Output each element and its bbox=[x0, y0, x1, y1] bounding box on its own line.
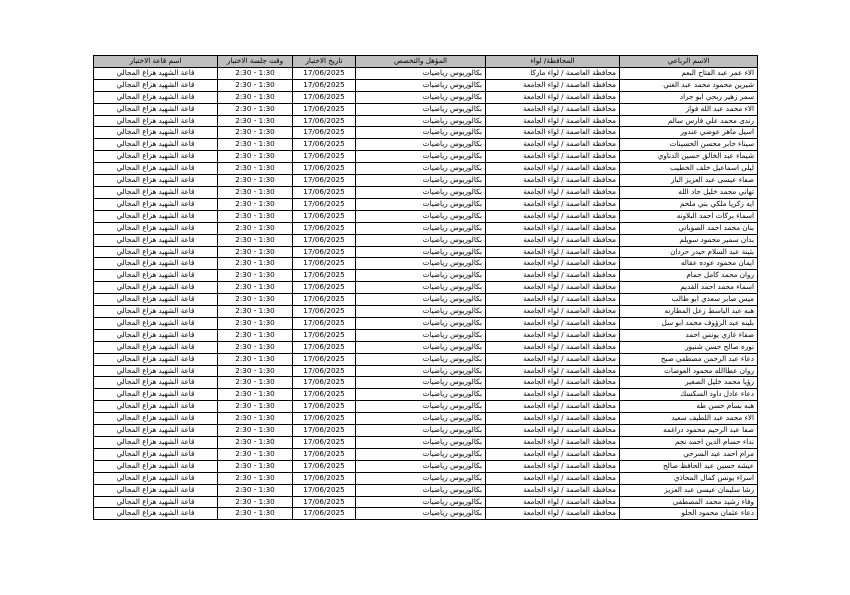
cell-hall: قاعة الشهيد هزاع المجالي bbox=[94, 270, 218, 282]
exam-schedule-sheet bbox=[93, 55, 757, 520]
table-row bbox=[94, 67, 758, 79]
cell-date: 17/06/2025 bbox=[293, 127, 356, 139]
cell-gov: محافظة العاصمة / لواء الجامعة bbox=[486, 460, 620, 472]
cell-name: بلينه عبد الرؤوف محمد ابو سل bbox=[620, 317, 758, 329]
table-row bbox=[94, 401, 758, 413]
header-qualification: المؤهل والتخصص bbox=[356, 56, 486, 68]
cell-name: سيناء جابر محسن الحسينات bbox=[620, 139, 758, 151]
cell-gov: محافظة العاصمة / لواء الجامعة bbox=[486, 401, 620, 413]
cell-name: صفا عبد الرحيم محمود دراغمه bbox=[620, 425, 758, 437]
cell-hall: قاعة الشهيد هزاع المجالي bbox=[94, 79, 218, 91]
cell-name: نوره صالح حسن شنبور bbox=[620, 341, 758, 353]
table-row bbox=[94, 377, 758, 389]
cell-qual: بكالوريوس رياضيات bbox=[356, 270, 486, 282]
table-row bbox=[94, 246, 758, 258]
cell-name: الاء محمد عبد الله فواز bbox=[620, 103, 758, 115]
cell-qual: بكالوريوس رياضيات bbox=[356, 401, 486, 413]
cell-date: 17/06/2025 bbox=[293, 317, 356, 329]
cell-time: 1:30 - 2:30 bbox=[218, 496, 293, 508]
cell-gov: محافظة العاصمة / لواء الجامعة bbox=[486, 365, 620, 377]
cell-date: 17/06/2025 bbox=[293, 341, 356, 353]
cell-hall: قاعة الشهيد هزاع المجالي bbox=[94, 508, 218, 520]
cell-name: روان محمد كامل حمام bbox=[620, 270, 758, 282]
cell-gov: محافظة العاصمة / لواء الجامعة bbox=[486, 222, 620, 234]
cell-qual: بكالوريوس رياضيات bbox=[356, 425, 486, 437]
cell-name: ايمان محمود عوده عقاله bbox=[620, 258, 758, 270]
cell-qual: بكالوريوس رياضيات bbox=[356, 353, 486, 365]
table-row bbox=[94, 115, 758, 127]
cell-date: 17/06/2025 bbox=[293, 401, 356, 413]
cell-name: تهاني محمد خليل جاد الله bbox=[620, 186, 758, 198]
cell-gov: محافظة العاصمة / لواء الجامعة bbox=[486, 448, 620, 460]
cell-qual: بكالوريوس رياضيات bbox=[356, 484, 486, 496]
cell-hall: قاعة الشهيد هزاع المجالي bbox=[94, 377, 218, 389]
cell-time: 1:30 - 2:30 bbox=[218, 341, 293, 353]
cell-time: 1:30 - 2:30 bbox=[218, 294, 293, 306]
cell-gov: محافظة العاصمة / لواء الجامعة bbox=[486, 425, 620, 437]
cell-time: 1:30 - 2:30 bbox=[218, 377, 293, 389]
cell-date: 17/06/2025 bbox=[293, 496, 356, 508]
header-hall: اسم قاعة الاختبار bbox=[94, 56, 218, 68]
cell-time: 1:30 - 2:30 bbox=[218, 258, 293, 270]
cell-qual: بكالوريوس رياضيات bbox=[356, 127, 486, 139]
cell-hall: قاعة الشهيد هزاع المجالي bbox=[94, 246, 218, 258]
table-row bbox=[94, 79, 758, 91]
table-row bbox=[94, 306, 758, 318]
cell-time: 1:30 - 2:30 bbox=[218, 425, 293, 437]
table-row bbox=[94, 317, 758, 329]
cell-time: 1:30 - 2:30 bbox=[218, 115, 293, 127]
cell-gov: محافظة العاصمة / لواء الجامعة bbox=[486, 496, 620, 508]
cell-qual: بكالوريوس رياضيات bbox=[356, 341, 486, 353]
cell-name: شيرين محمود محمد عبد الغني bbox=[620, 79, 758, 91]
cell-hall: قاعة الشهيد هزاع المجالي bbox=[94, 186, 218, 198]
cell-hall: قاعة الشهيد هزاع المجالي bbox=[94, 234, 218, 246]
cell-date: 17/06/2025 bbox=[293, 270, 356, 282]
cell-date: 17/06/2025 bbox=[293, 246, 356, 258]
table-row bbox=[94, 389, 758, 401]
cell-qual: بكالوريوس رياضيات bbox=[356, 258, 486, 270]
cell-hall: قاعة الشهيد هزاع المجالي bbox=[94, 222, 218, 234]
cell-time: 1:30 - 2:30 bbox=[218, 353, 293, 365]
cell-time: 1:30 - 2:30 bbox=[218, 270, 293, 282]
cell-time: 1:30 - 2:30 bbox=[218, 484, 293, 496]
cell-qual: بكالوريوس رياضيات bbox=[356, 234, 486, 246]
cell-gov: محافظة العاصمة / لواء الجامعة bbox=[486, 341, 620, 353]
cell-hall: قاعة الشهيد هزاع المجالي bbox=[94, 389, 218, 401]
cell-qual: بكالوريوس رياضيات bbox=[356, 472, 486, 484]
table-row bbox=[94, 198, 758, 210]
cell-name: اسماء محمد احمد القديم bbox=[620, 282, 758, 294]
cell-time: 1:30 - 2:30 bbox=[218, 365, 293, 377]
cell-gov: محافظة العاصمة / لواء الجامعة bbox=[486, 508, 620, 520]
table-row bbox=[94, 186, 758, 198]
table-row bbox=[94, 425, 758, 437]
cell-date: 17/06/2025 bbox=[293, 163, 356, 175]
cell-hall: قاعة الشهيد هزاع المجالي bbox=[94, 306, 218, 318]
cell-qual: بكالوريوس رياضيات bbox=[356, 151, 486, 163]
cell-hall: قاعة الشهيد هزاع المجالي bbox=[94, 496, 218, 508]
cell-qual: بكالوريوس رياضيات bbox=[356, 317, 486, 329]
cell-time: 1:30 - 2:30 bbox=[218, 139, 293, 151]
cell-time: 1:30 - 2:30 bbox=[218, 448, 293, 460]
cell-hall: قاعة الشهيد هزاع المجالي bbox=[94, 294, 218, 306]
cell-gov: محافظة العاصمة / لواء الجامعة bbox=[486, 484, 620, 496]
cell-hall: قاعة الشهيد هزاع المجالي bbox=[94, 437, 218, 449]
cell-qual: بكالوريوس رياضيات bbox=[356, 67, 486, 79]
table-row bbox=[94, 413, 758, 425]
cell-qual: بكالوريوس رياضيات bbox=[356, 508, 486, 520]
cell-name: سمر زهير ربحي ابو جراد bbox=[620, 91, 758, 103]
cell-gov: محافظة العاصمة / لواء الجامعة bbox=[486, 437, 620, 449]
cell-hall: قاعة الشهيد هزاع المجالي bbox=[94, 317, 218, 329]
cell-name: روان عطاالله محمود العوضات bbox=[620, 365, 758, 377]
cell-gov: محافظة العاصمة / لواء الجامعة bbox=[486, 294, 620, 306]
cell-time: 1:30 - 2:30 bbox=[218, 413, 293, 425]
cell-gov: محافظة العاصمة / لواء الجامعة bbox=[486, 353, 620, 365]
cell-gov: محافظة العاصمة / لواء الجامعة bbox=[486, 472, 620, 484]
cell-hall: قاعة الشهيد هزاع المجالي bbox=[94, 460, 218, 472]
cell-qual: بكالوريوس رياضيات bbox=[356, 437, 486, 449]
cell-time: 1:30 - 2:30 bbox=[218, 437, 293, 449]
cell-name: عيشه حسين عبد الحافظ صالح bbox=[620, 460, 758, 472]
table-row bbox=[94, 210, 758, 222]
cell-hall: قاعة الشهيد هزاع المجالي bbox=[94, 341, 218, 353]
cell-date: 17/06/2025 bbox=[293, 437, 356, 449]
cell-gov: محافظة العاصمة / لواء الجامعة bbox=[486, 175, 620, 187]
table-row bbox=[94, 234, 758, 246]
cell-name: الاء محمد عبد اللطيف سعيد bbox=[620, 413, 758, 425]
cell-qual: بكالوريوس رياضيات bbox=[356, 198, 486, 210]
cell-name: اسراء يونس كمال المحاذي bbox=[620, 472, 758, 484]
table-row bbox=[94, 127, 758, 139]
cell-qual: بكالوريوس رياضيات bbox=[356, 365, 486, 377]
cell-name: دعاء عادل داود السكسك bbox=[620, 389, 758, 401]
cell-qual: بكالوريوس رياضيات bbox=[356, 246, 486, 258]
header-name: الاسم الرباعي bbox=[620, 56, 758, 68]
cell-date: 17/06/2025 bbox=[293, 91, 356, 103]
cell-hall: قاعة الشهيد هزاع المجالي bbox=[94, 329, 218, 341]
cell-gov: محافظة العاصمة / لواء الجامعة bbox=[486, 186, 620, 198]
cell-hall: قاعة الشهيد هزاع المجالي bbox=[94, 139, 218, 151]
cell-name: بدان سمير محمود سويلم bbox=[620, 234, 758, 246]
cell-qual: بكالوريوس رياضيات bbox=[356, 186, 486, 198]
cell-hall: قاعة الشهيد هزاع المجالي bbox=[94, 175, 218, 187]
cell-qual: بكالوريوس رياضيات bbox=[356, 389, 486, 401]
cell-gov: محافظة العاصمة / لواء الجامعة bbox=[486, 413, 620, 425]
table-row bbox=[94, 270, 758, 282]
table-row bbox=[94, 175, 758, 187]
cell-qual: بكالوريوس رياضيات bbox=[356, 210, 486, 222]
cell-time: 1:30 - 2:30 bbox=[218, 151, 293, 163]
cell-hall: قاعة الشهيد هزاع المجالي bbox=[94, 425, 218, 437]
cell-qual: بكالوريوس رياضيات bbox=[356, 115, 486, 127]
cell-hall: قاعة الشهيد هزاع المجالي bbox=[94, 353, 218, 365]
cell-date: 17/06/2025 bbox=[293, 234, 356, 246]
table-row bbox=[94, 103, 758, 115]
cell-date: 17/06/2025 bbox=[293, 115, 356, 127]
cell-time: 1:30 - 2:30 bbox=[218, 198, 293, 210]
table-row bbox=[94, 448, 758, 460]
cell-hall: قاعة الشهيد هزاع المجالي bbox=[94, 163, 218, 175]
cell-date: 17/06/2025 bbox=[293, 448, 356, 460]
cell-qual: بكالوريوس رياضيات bbox=[356, 91, 486, 103]
cell-hall: قاعة الشهيد هزاع المجالي bbox=[94, 365, 218, 377]
table-body bbox=[94, 67, 758, 519]
table-row bbox=[94, 508, 758, 520]
cell-gov: محافظة العاصمة / لواء الجامعة bbox=[486, 210, 620, 222]
cell-hall: قاعة الشهيد هزاع المجالي bbox=[94, 258, 218, 270]
cell-qual: بكالوريوس رياضيات bbox=[356, 329, 486, 341]
cell-date: 17/06/2025 bbox=[293, 389, 356, 401]
table-row bbox=[94, 139, 758, 151]
header-session-time: وقت جلسة الاختبار bbox=[218, 56, 293, 68]
cell-date: 17/06/2025 bbox=[293, 306, 356, 318]
cell-time: 1:30 - 2:30 bbox=[218, 175, 293, 187]
cell-name: وفاء رشيد محمد المصطفى bbox=[620, 496, 758, 508]
cell-gov: محافظة العاصمة / لواء الجامعة bbox=[486, 270, 620, 282]
cell-time: 1:30 - 2:30 bbox=[218, 79, 293, 91]
cell-name: ليلى اسماعيل خلف الخطيب bbox=[620, 163, 758, 175]
cell-qual: بكالوريوس رياضيات bbox=[356, 175, 486, 187]
cell-hall: قاعة الشهيد هزاع المجالي bbox=[94, 401, 218, 413]
cell-qual: بكالوريوس رياضيات bbox=[356, 79, 486, 91]
table-row bbox=[94, 496, 758, 508]
cell-time: 1:30 - 2:30 bbox=[218, 210, 293, 222]
cell-name: بثينة عبد السلام حيدر حردان bbox=[620, 246, 758, 258]
cell-name: ميس صابر سعدي ابو طالب bbox=[620, 294, 758, 306]
cell-hall: قاعة الشهيد هزاع المجالي bbox=[94, 67, 218, 79]
exam-schedule-table bbox=[93, 55, 758, 520]
header-exam-date: تاريخ الاختبار bbox=[293, 56, 356, 68]
cell-name: هبه بسام حسن طه bbox=[620, 401, 758, 413]
cell-time: 1:30 - 2:30 bbox=[218, 282, 293, 294]
cell-qual: بكالوريوس رياضيات bbox=[356, 448, 486, 460]
cell-gov: محافظة العاصمة / لواء ماركا bbox=[486, 67, 620, 79]
cell-time: 1:30 - 2:30 bbox=[218, 329, 293, 341]
cell-time: 1:30 - 2:30 bbox=[218, 91, 293, 103]
cell-date: 17/06/2025 bbox=[293, 222, 356, 234]
cell-time: 1:30 - 2:30 bbox=[218, 317, 293, 329]
table-row bbox=[94, 437, 758, 449]
cell-time: 1:30 - 2:30 bbox=[218, 103, 293, 115]
cell-date: 17/06/2025 bbox=[293, 79, 356, 91]
cell-gov: محافظة العاصمة / لواء الجامعة bbox=[486, 151, 620, 163]
cell-date: 17/06/2025 bbox=[293, 175, 356, 187]
cell-gov: محافظة العاصمة / لواء الجامعة bbox=[486, 317, 620, 329]
cell-qual: بكالوريوس رياضيات bbox=[356, 222, 486, 234]
cell-name: دعاء عبد الرحمن مصطفى صبح bbox=[620, 353, 758, 365]
cell-gov: محافظة العاصمة / لواء الجامعة bbox=[486, 246, 620, 258]
cell-time: 1:30 - 2:30 bbox=[218, 389, 293, 401]
cell-qual: بكالوريوس رياضيات bbox=[356, 294, 486, 306]
cell-date: 17/06/2025 bbox=[293, 67, 356, 79]
cell-hall: قاعة الشهيد هزاع المجالي bbox=[94, 484, 218, 496]
cell-name: دعاء عثمان محمود الحلو bbox=[620, 508, 758, 520]
cell-name: ايه زكريا ملكي بني ملحم bbox=[620, 198, 758, 210]
cell-date: 17/06/2025 bbox=[293, 139, 356, 151]
cell-gov: محافظة العاصمة / لواء الجامعة bbox=[486, 91, 620, 103]
table-row bbox=[94, 222, 758, 234]
cell-name: مرام احمد عبد السرحي bbox=[620, 448, 758, 460]
cell-qual: بكالوريوس رياضيات bbox=[356, 163, 486, 175]
table-row bbox=[94, 282, 758, 294]
cell-time: 1:30 - 2:30 bbox=[218, 401, 293, 413]
cell-qual: بكالوريوس رياضيات bbox=[356, 306, 486, 318]
cell-name: هبه عبد الباسط زعل المطارنه bbox=[620, 306, 758, 318]
table-header-row bbox=[94, 56, 758, 68]
cell-gov: محافظة العاصمة / لواء الجامعة bbox=[486, 139, 620, 151]
cell-time: 1:30 - 2:30 bbox=[218, 472, 293, 484]
cell-time: 1:30 - 2:30 bbox=[218, 234, 293, 246]
cell-date: 17/06/2025 bbox=[293, 413, 356, 425]
cell-date: 17/06/2025 bbox=[293, 186, 356, 198]
cell-hall: قاعة الشهيد هزاع المجالي bbox=[94, 115, 218, 127]
cell-date: 17/06/2025 bbox=[293, 460, 356, 472]
cell-name: رؤيا محمد خليل الصغير bbox=[620, 377, 758, 389]
cell-gov: محافظة العاصمة / لواء الجامعة bbox=[486, 377, 620, 389]
cell-hall: قاعة الشهيد هزاع المجالي bbox=[94, 413, 218, 425]
table-row bbox=[94, 91, 758, 103]
cell-time: 1:30 - 2:30 bbox=[218, 222, 293, 234]
cell-date: 17/06/2025 bbox=[293, 472, 356, 484]
cell-qual: بكالوريوس رياضيات bbox=[356, 496, 486, 508]
cell-qual: بكالوريوس رياضيات bbox=[356, 282, 486, 294]
cell-gov: محافظة العاصمة / لواء الجامعة bbox=[486, 115, 620, 127]
cell-gov: محافظة العاصمة / لواء الجامعة bbox=[486, 389, 620, 401]
cell-gov: محافظة العاصمة / لواء الجامعة bbox=[486, 79, 620, 91]
table-row bbox=[94, 460, 758, 472]
cell-name: رندى محمد علي فارس سالم bbox=[620, 115, 758, 127]
cell-time: 1:30 - 2:30 bbox=[218, 186, 293, 198]
cell-name: بنان محمد احمد الصوباني bbox=[620, 222, 758, 234]
cell-date: 17/06/2025 bbox=[293, 377, 356, 389]
cell-hall: قاعة الشهيد هزاع المجالي bbox=[94, 472, 218, 484]
cell-gov: محافظة العاصمة / لواء الجامعة bbox=[486, 103, 620, 115]
table-row bbox=[94, 484, 758, 496]
cell-name: الاء عمر عبد الفتاح البعم bbox=[620, 67, 758, 79]
cell-date: 17/06/2025 bbox=[293, 103, 356, 115]
cell-date: 17/06/2025 bbox=[293, 294, 356, 306]
cell-qual: بكالوريوس رياضيات bbox=[356, 377, 486, 389]
cell-gov: محافظة العاصمة / لواء الجامعة bbox=[486, 198, 620, 210]
table-row bbox=[94, 163, 758, 175]
cell-time: 1:30 - 2:30 bbox=[218, 508, 293, 520]
cell-qual: بكالوريوس رياضيات bbox=[356, 139, 486, 151]
table-row bbox=[94, 258, 758, 270]
cell-gov: محافظة العاصمة / لواء الجامعة bbox=[486, 127, 620, 139]
cell-time: 1:30 - 2:30 bbox=[218, 163, 293, 175]
cell-time: 1:30 - 2:30 bbox=[218, 246, 293, 258]
cell-hall: قاعة الشهيد هزاع المجالي bbox=[94, 103, 218, 115]
cell-date: 17/06/2025 bbox=[293, 258, 356, 270]
cell-date: 17/06/2025 bbox=[293, 508, 356, 520]
cell-name: صفاء غازي يونس احمد bbox=[620, 329, 758, 341]
cell-gov: محافظة العاصمة / لواء الجامعة bbox=[486, 329, 620, 341]
table-row bbox=[94, 353, 758, 365]
table-row bbox=[94, 365, 758, 377]
cell-qual: بكالوريوس رياضيات bbox=[356, 460, 486, 472]
cell-gov: محافظة العاصمة / لواء الجامعة bbox=[486, 163, 620, 175]
cell-name: صفاء عيسى عبد العزيز الباز bbox=[620, 175, 758, 187]
cell-gov: محافظة العاصمة / لواء الجامعة bbox=[486, 258, 620, 270]
cell-name: شيماء عبد الخالق حسين الدناوي bbox=[620, 151, 758, 163]
cell-hall: قاعة الشهيد هزاع المجالي bbox=[94, 210, 218, 222]
cell-hall: قاعة الشهيد هزاع المجالي bbox=[94, 448, 218, 460]
cell-gov: محافظة العاصمة / لواء الجامعة bbox=[486, 282, 620, 294]
cell-date: 17/06/2025 bbox=[293, 151, 356, 163]
cell-date: 17/06/2025 bbox=[293, 198, 356, 210]
cell-date: 17/06/2025 bbox=[293, 425, 356, 437]
table-row bbox=[94, 294, 758, 306]
cell-time: 1:30 - 2:30 bbox=[218, 127, 293, 139]
cell-hall: قاعة الشهيد هزاع المجالي bbox=[94, 282, 218, 294]
cell-hall: قاعة الشهيد هزاع المجالي bbox=[94, 151, 218, 163]
cell-hall: قاعة الشهيد هزاع المجالي bbox=[94, 91, 218, 103]
table-row bbox=[94, 341, 758, 353]
cell-gov: محافظة العاصمة / لواء الجامعة bbox=[486, 306, 620, 318]
cell-qual: بكالوريوس رياضيات bbox=[356, 103, 486, 115]
cell-time: 1:30 - 2:30 bbox=[218, 67, 293, 79]
table-row bbox=[94, 329, 758, 341]
cell-name: نداء حسام الدين احمد نجم bbox=[620, 437, 758, 449]
cell-date: 17/06/2025 bbox=[293, 365, 356, 377]
cell-time: 1:30 - 2:30 bbox=[218, 460, 293, 472]
cell-qual: بكالوريوس رياضيات bbox=[356, 413, 486, 425]
cell-hall: قاعة الشهيد هزاع المجالي bbox=[94, 198, 218, 210]
cell-date: 17/06/2025 bbox=[293, 282, 356, 294]
header-governorate: المحافظة/ لواء bbox=[486, 56, 620, 68]
cell-name: رشا سليمان عيسى عبد العزيز bbox=[620, 484, 758, 496]
cell-date: 17/06/2025 bbox=[293, 484, 356, 496]
table-row bbox=[94, 472, 758, 484]
cell-hall: قاعة الشهيد هزاع المجالي bbox=[94, 127, 218, 139]
cell-gov: محافظة العاصمة / لواء الجامعة bbox=[486, 234, 620, 246]
cell-name: اسيل ماهر عوضي عندور bbox=[620, 127, 758, 139]
cell-time: 1:30 - 2:30 bbox=[218, 306, 293, 318]
cell-date: 17/06/2025 bbox=[293, 329, 356, 341]
table-row bbox=[94, 151, 758, 163]
cell-date: 17/06/2025 bbox=[293, 210, 356, 222]
cell-name: اسماء بركات احمد البلاونه bbox=[620, 210, 758, 222]
cell-date: 17/06/2025 bbox=[293, 353, 356, 365]
